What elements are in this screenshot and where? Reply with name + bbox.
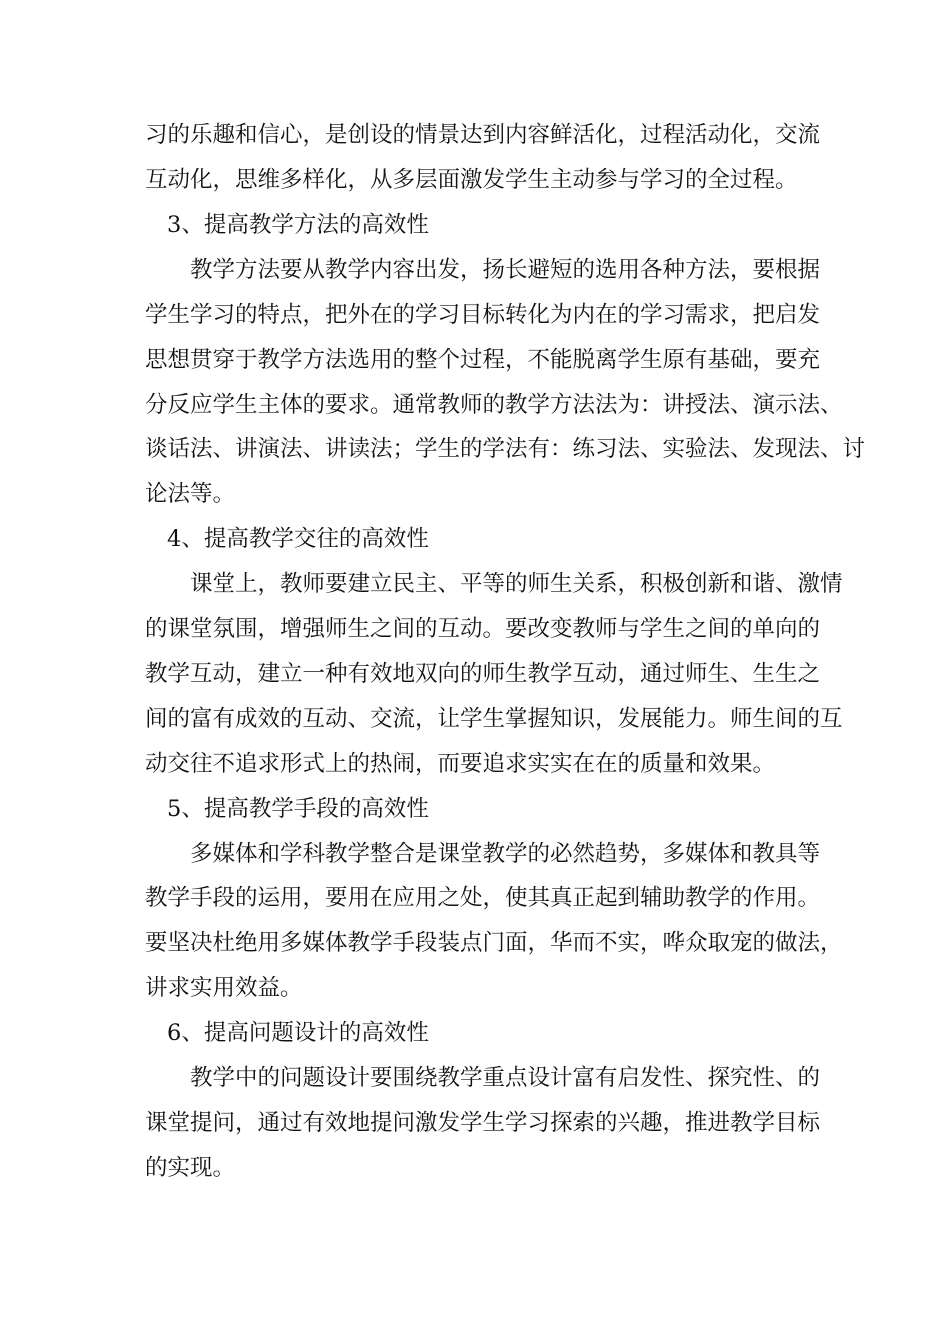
paragraph-line: 的实现。 (145, 1155, 236, 1181)
paragraph-line: 分反应学生主体的要求。通常教师的教学方法法为：讲授法、演示法、 (145, 392, 843, 418)
section-heading: 3、提高教学方法的高效性 (167, 212, 429, 238)
paragraph-line: 教学手段的运用，要用在应用之处，使其真正起到辅助教学的作用。 (145, 885, 821, 911)
section-heading: 6、提高问题设计的高效性 (167, 1020, 429, 1046)
section-heading: 5、提高教学手段的高效性 (167, 796, 429, 822)
paragraph-line: 动交往不追求形式上的热闹，而要追求实实在在的质量和效果。 (145, 751, 776, 777)
section-heading: 4、提高教学交往的高效性 (167, 526, 429, 552)
paragraph-line: 教学互动，建立一种有效地双向的师生教学互动，通过师生、生生之 (145, 661, 821, 687)
paragraph-line: 学生学习的特点，把外在的学习目标转化为内在的学习需求，把启发 (145, 302, 821, 328)
paragraph-line: 要坚决杜绝用多媒体教学手段装点门面，华而不实，哗众取宠的做法， (145, 930, 843, 956)
paragraph-line: 多媒体和学科教学整合是课堂教学的必然趋势，多媒体和教具等 (190, 841, 821, 867)
paragraph-line: 的课堂氛围，增强师生之间的互动。要改变教师与学生之间的单向的 (145, 616, 821, 642)
paragraph-line: 互动化，思维多样化，从多层面激发学生主动参与学习的全过程。 (145, 167, 798, 193)
paragraph-line: 间的富有成效的互动、交流，让学生掌握知识，发展能力。师生间的互 (145, 706, 843, 732)
paragraph-line: 教学中的问题设计要围绕教学重点设计富有启发性、探究性、的 (190, 1065, 821, 1091)
paragraph-line: 习的乐趣和信心，是创设的情景达到内容鲜活化，过程活动化，交流 (145, 122, 821, 148)
paragraph-line: 思想贯穿于教学方法选用的整个过程，不能脱离学生原有基础，要充 (145, 347, 821, 373)
paragraph-line: 课堂提问，通过有效地提问激发学生学习探索的兴趣，推进教学目标 (145, 1110, 821, 1136)
paragraph-line: 教学方法要从教学内容出发，扬长避短的选用各种方法，要根据 (190, 257, 821, 283)
paragraph-line: 谈话法、讲演法、讲读法；学生的学法有：练习法、实验法、发现法、讨 (145, 436, 866, 462)
paragraph-line: 课堂上，教师要建立民主、平等的师生关系，积极创新和谐、激情 (190, 571, 843, 597)
paragraph-line: 讲求实用效益。 (145, 975, 303, 1001)
paragraph-line: 论法等。 (145, 481, 236, 507)
